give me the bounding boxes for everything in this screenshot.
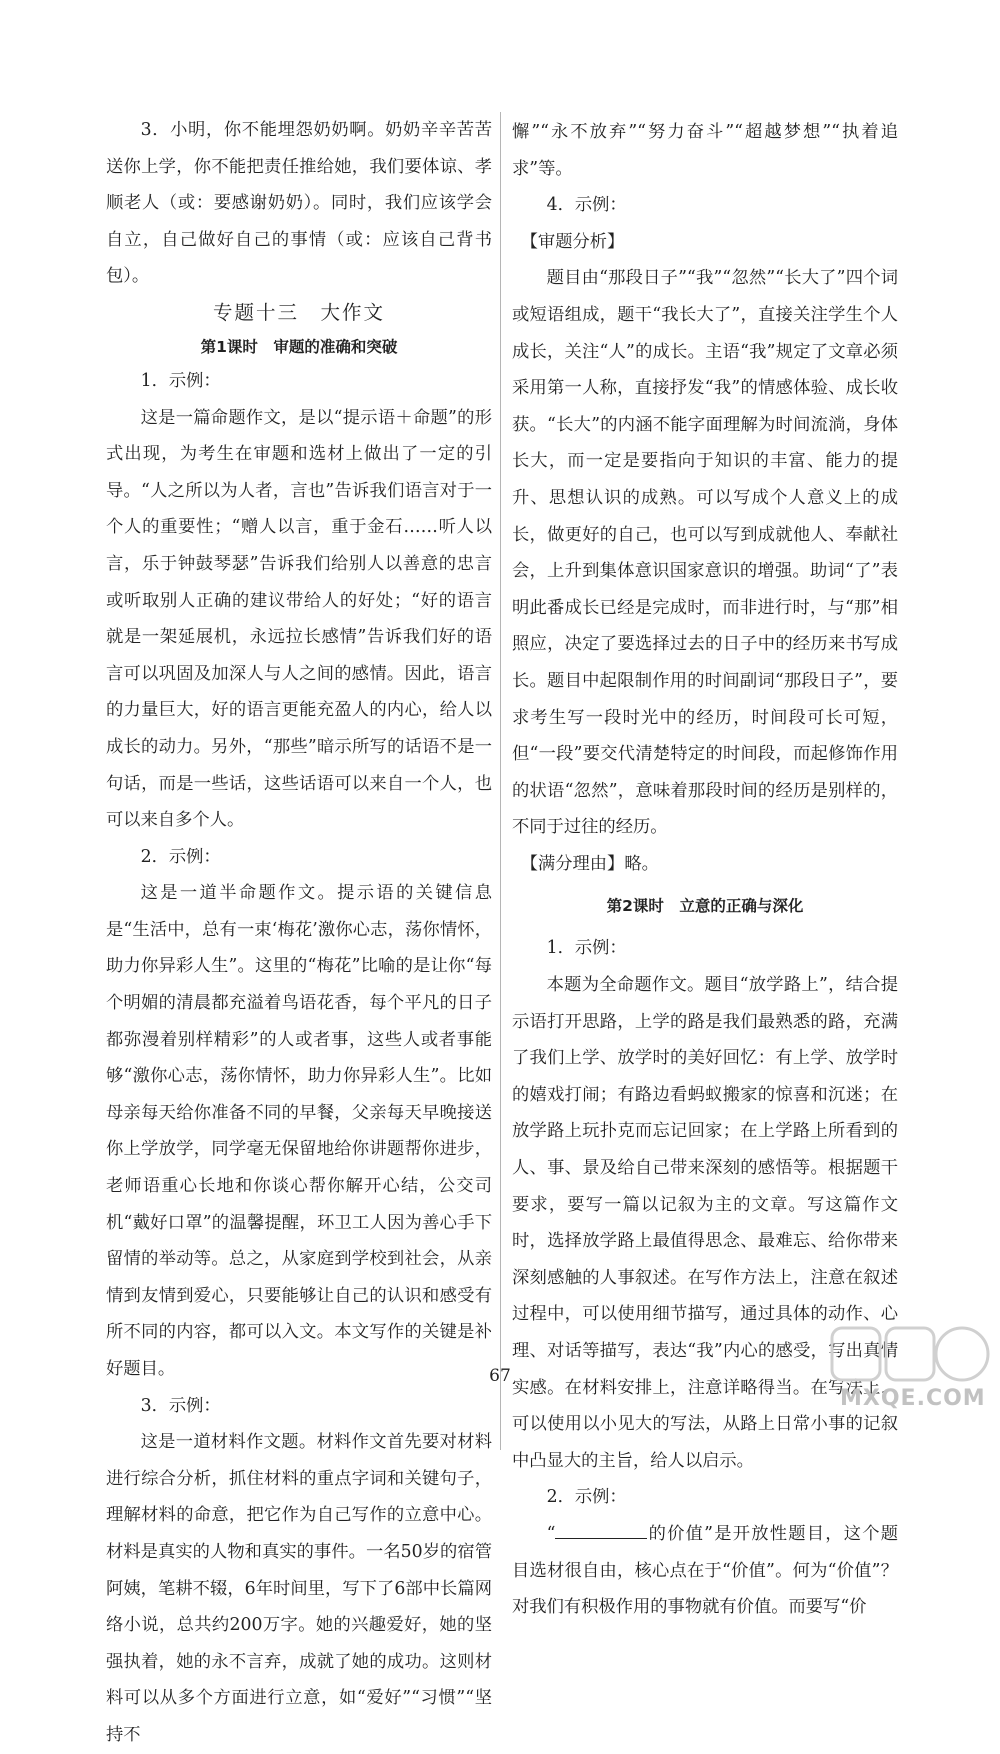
open-quote: “	[546, 1523, 556, 1544]
topic-title: 专题十三 大作文	[212, 300, 385, 324]
section-label: 【满分理由】略。	[520, 853, 659, 874]
answer-paragraph: 这是一道材料作文题。材料作文首先要对材料进行综合分析，抓住材料的重点字词和关键句子，理解材料的命意，把它作为自己写作的立意中心。材料是真实的人物和真实的事件。一名50岁的宿管阿姨，笔耕不辍，6年时间里，写下了6部中长篇网络小说，总共约200万字。她的兴趣爱好，她的坚强执着，她的永不言弃，成就了她的成功。这则材料可以从多个方面进行立意，如“爱好”“习惯”“坚持不	[106, 1432, 492, 1745]
column-divider	[500, 112, 501, 1450]
lesson-title: 第2课时 立意的正确与深化	[606, 897, 804, 916]
answer-paragraph: 懈”“永不放弃”“努力奋斗”“超越梦想”“执着追求”等。	[512, 122, 898, 179]
answer-paragraph: 本题为全命题作文。题目“放学路上”，结合提示语打开思路，上学的路是我们最熟悉的路，充满了我们上学、放学时的美好回忆：有上学、放学时的嬉戏打闹；有路边看蚂蚁搬家的惊喜和沉迷；在放学路上玩扑克而忘记回家；在上学路上所看到的人、事、景及给自己带来深刻的感悟等。根据题干要求，要写一篇以记叙为主的文章。写这篇作文时，选择放学路上最值得思念、最难忘、给你带来深刻感触的人事叙述。在写作方法上，注意在叙述过程中，可以使用细节描写，通过具体的动作、心理、对话等描写，表达“我”内心的感受，写出真情实感。在材料安排上，注意详略得当。在写法上，可以使用以小见大的写法，从路上日常小事的记叙中凸显大的主旨，给人以启示。	[512, 975, 898, 1471]
answer-paragraph: 这是一篇命题作文，是以“提示语＋命题”的形式出现，为考生在审题和选材上做出了一定的引导。“人之所以为人者，言也”告诉我们语言对于一个人的重要性；“赠人以言，重于金石……听人以言，乐于钟鼓琴瑟”告诉我们给别人以善意的忠言或听取别人正确的建议带给人的好处；“好的语言就是一架延展机，永远拉长感情”告诉我们好的语言可以巩固及加深人与人之间的感情。因此，语言的力量巨大，好的语言更能充盈人的内心，给人以成长的动力。另外，“那些”暗示所写的话语不是一句话，而是一些话，这些话语可以来自一个人，也可以来自多个人。	[106, 407, 492, 831]
question-label: 2．示例：	[140, 846, 221, 867]
watermark-text: MXQE.COM	[840, 1386, 986, 1411]
question-label: 1．示例：	[140, 370, 221, 391]
question-label: 2．示例：	[546, 1487, 627, 1508]
answer-paragraph: 题目由“那段日子”“我”“忽然”“长大了”四个词或短语组成，题干“我长大了”，直接关注学生个人成长，关注“人”的成长。主语“我”规定了文章必须采用第一人称，直接抒发“我”的情感体验、成长收获。“长大”的内涵不能字面理解为时间流淌，身体长大，而一定是要指向于知识的丰富、能力的提升、思想认识的成熟。可以写成个人意义上的成长，做更好的自己，也可以写到成就他人、奉献社会，上升到集体意识国家意识的增强。助词“了”表明此番成长已经是完成时，而非进行时，与“那”相照应，决定了要选择过去的日子中的经历来书写成长。题目中起限制作用的时间副词“那段日子”，要求考生写一段时光中的经历，时间段可长可短，但“一段”要交代清楚特定的时间段，而起修饰作用的状语“忽然”，意味着那段时间的经历是别样的，不同于过往的经历。	[512, 268, 898, 838]
answer-paragraph: 这是一道半命题作文。提示语的关键信息是“生活中，总有一束‘梅花’激你心志，荡你情怀，助力你异彩人生”。这里的“梅花”比喻的是让你“每个明媚的清晨都充溢着鸟语花香，每个平凡的日子都弥漫着别样精彩”的人或者事，这些人或者事能够“激你心志，荡你情怀，助力你异彩人生”。比如母亲每天给你准备不同的早餐，父亲每天早晚接送你上学放学，同学毫无保留地给你讲题帮你进步，老师语重心长地和你谈心帮你解开心结，公交司机“戴好口罩”的温馨提醒，环卫工人因为善心手下留情的举动等。总之，从家庭到学校到社会，从亲情到友情到爱心，只要能够让自己的认识和感受有所不同的内容，都可以入文。本文写作的关键是补好题目。	[106, 883, 492, 1379]
section-label: 【审题分析】	[520, 231, 625, 252]
fill-blank	[555, 1524, 647, 1539]
answer-text: 的价值”是开放性题目，这个题目选材很自由，核心点在于“价值”。何为“价值”？对我们有积极作用的事物就有价值。而要写“价	[512, 1523, 898, 1618]
lesson-title: 第1课时 审题的准确和突破	[200, 337, 398, 356]
page-number: 67	[489, 1366, 511, 1386]
answer-paragraph	[512, 1516, 898, 1626]
question-label: 4．示例：	[546, 195, 627, 216]
question-label: 1．示例：	[546, 938, 627, 959]
answer-paragraph: 3．小明，你不能埋怨奶奶啊。奶奶辛辛苦苦送你上学，你不能把责任推给她，我们要体谅、孝顺老人（或：要感谢奶奶）。同时，我们应该学会自立，自己做好自己的事情（或：应该自己背书包）。	[106, 120, 492, 287]
left-column	[106, 112, 492, 1754]
question-label: 3．示例：	[140, 1395, 221, 1416]
